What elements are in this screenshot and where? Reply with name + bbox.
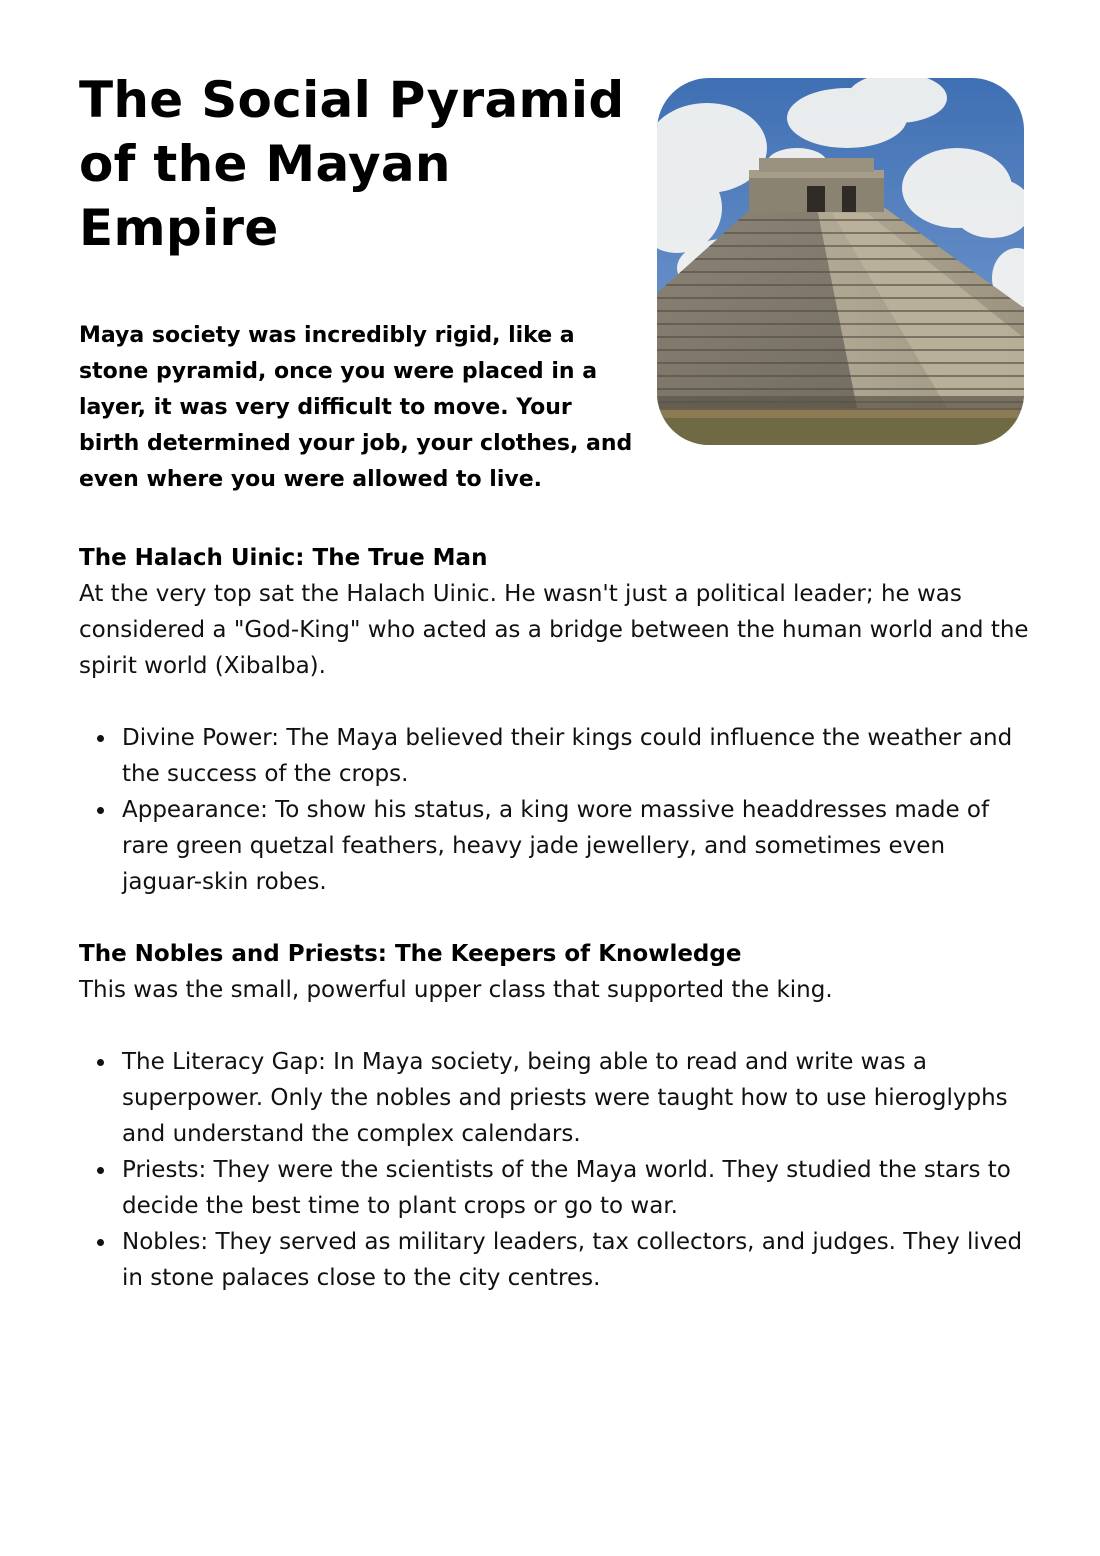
section-text-nobles-priests: This was the small, powerful upper class that supported the king. [79, 977, 833, 1003]
bullet-list-halach-uinic [79, 720, 1029, 900]
list-item [122, 1152, 1029, 1224]
section-heading-halach-uinic: The Halach Uinic: The True Man [79, 545, 488, 571]
list-item [122, 1224, 1029, 1296]
section-heading-nobles-priests: The Nobles and Priests: The Keepers of Knowledge [79, 941, 742, 967]
pyramid-illustration [657, 78, 1024, 445]
bullet-icon [97, 1239, 104, 1246]
bullet-icon [97, 735, 104, 742]
list-item-text: The Literacy Gap: In Maya society, being able to read and write was a superpower. Only the nobles and priests were taught how to use hieroglyphs and understand the complex calendars. [122, 1049, 1008, 1147]
content-body [79, 540, 1029, 1296]
list-item [122, 792, 1029, 900]
list-item-text: Nobles: They served as military leaders, tax collectors, and judges. They lived in stone palaces close to the city centres. [122, 1229, 1023, 1291]
bullet-icon [97, 1167, 104, 1174]
intro-paragraph: Maya society was incredibly rigid, like a stone pyramid, once you were placed in a layer, it was very difficult to move. Your birth determined your job, your clothes, and even where you were allowed to live. [79, 323, 633, 492]
bullet-icon [97, 807, 104, 814]
list-item-text: Priests: They were the scientists of the Maya world. They studied the stars to decide the best time to plant crops or go to war. [122, 1157, 1011, 1219]
bullet-list-nobles-priests [79, 1044, 1029, 1296]
section-spacer [79, 900, 1029, 936]
bullet-icon [97, 1059, 104, 1066]
list-item-text: Appearance: To show his status, a king wore massive headdresses made of rare green quetzal feathers, heavy jade jewellery, and sometimes even jaguar-skin robes. [122, 797, 990, 895]
section-text-halach-uinic: At the very top sat the Halach Uinic. He wasn't just a political leader; he was considered a "God-King" who acted as a bridge between the human world and the spirit world (Xibalba). [79, 581, 1029, 679]
list-item-text: Divine Power: The Maya believed their kings could influence the weather and the success of the crops. [122, 725, 1013, 787]
list-item [122, 720, 1029, 792]
mayan-pyramid-photo [657, 78, 1024, 445]
list-item [122, 1044, 1029, 1152]
page-title: The Social Pyramid of the Mayan Empire [79, 71, 625, 257]
